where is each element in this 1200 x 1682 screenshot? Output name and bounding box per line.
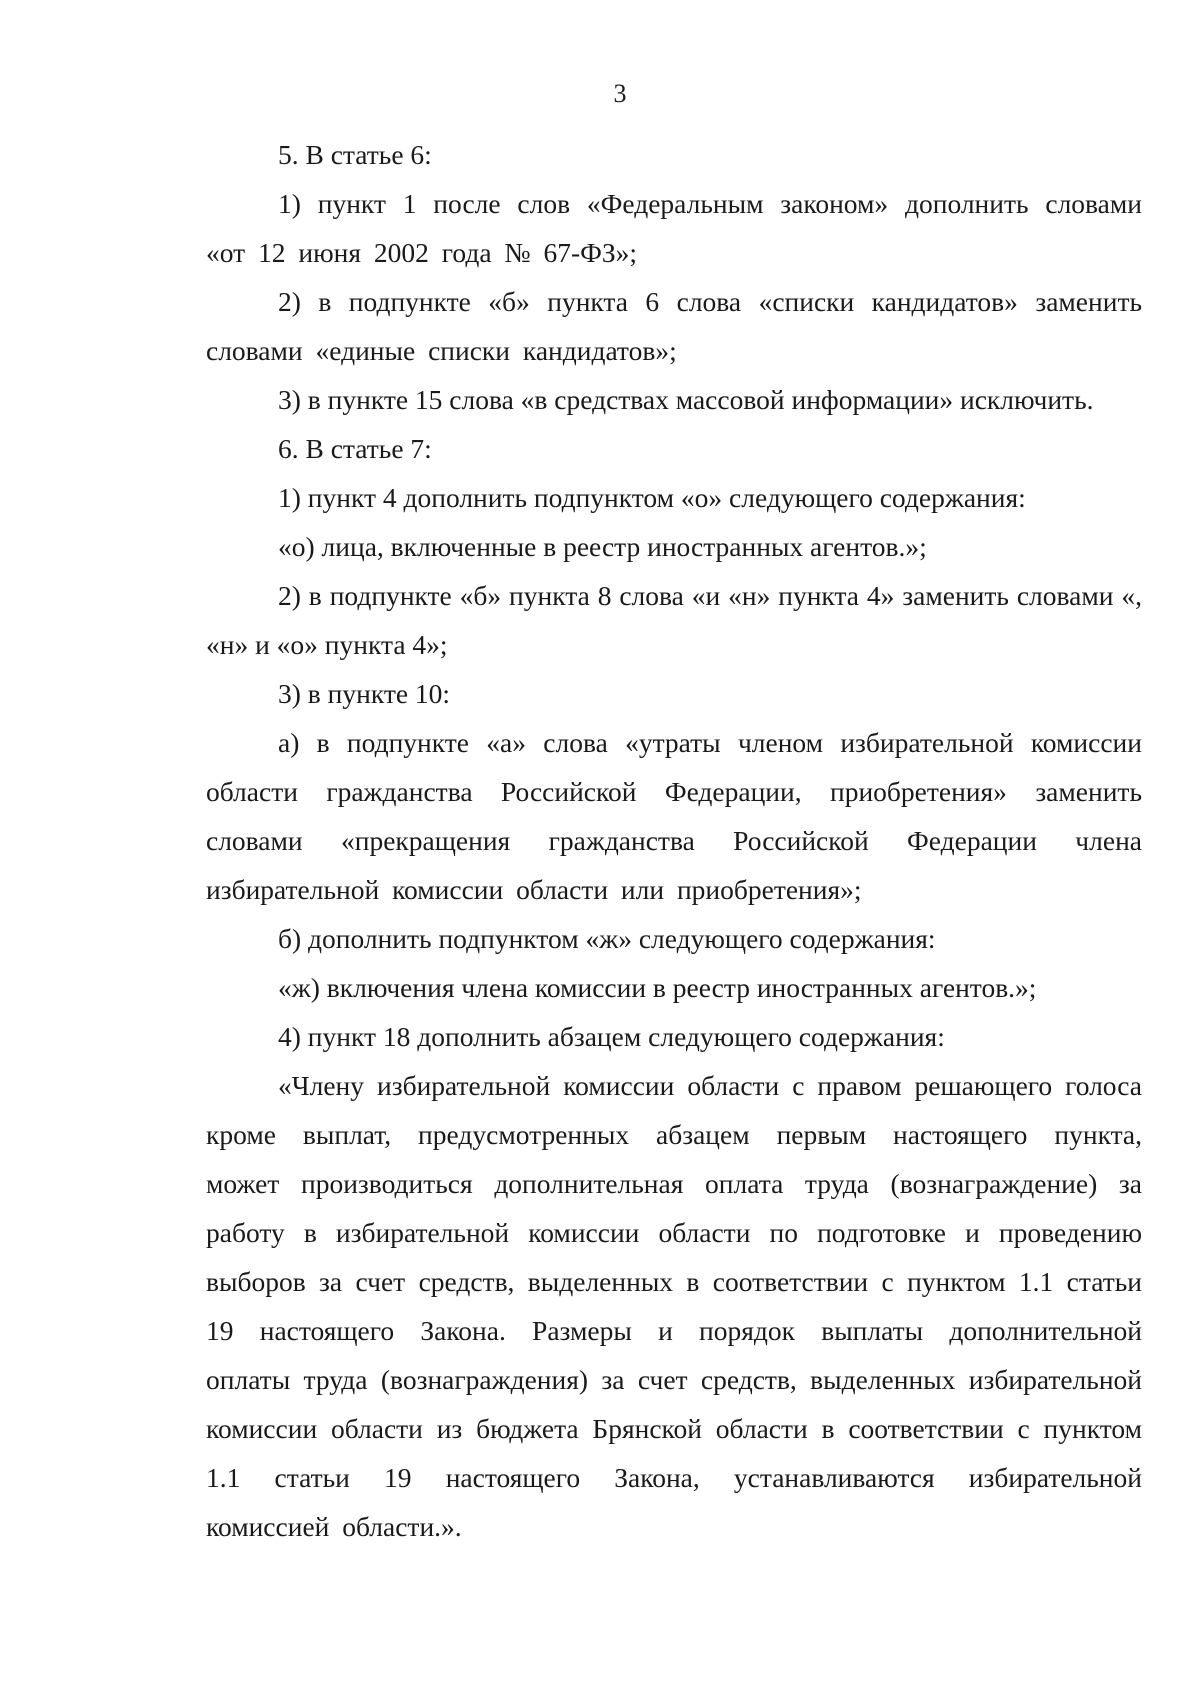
page-number: 3 <box>613 79 627 108</box>
document-body <box>206 130 1142 1551</box>
paragraph-article-7-heading: 6. В статье 7: <box>278 433 432 464</box>
paragraph-article-6-item-3: 3) в пункте 15 слова «в средствах массовой информации» исключить. <box>278 384 1094 415</box>
paragraph-article-7-item-3: 3) в пункте 10: <box>278 678 451 709</box>
paragraph-article-7-quote-payment: «Члену избирательной комиссии области с правом решающего голоса кроме выплат, предусмотренных абзацем первым настоящего пункта, может производиться дополнительная оплата труда (вознаграждение) за работу в избирательной комиссии области по подготовке и проведению выборов за счет средств, выделенных в соответствии с пунктом 1.1 статьи 19 настоящего Закона. Размеры и порядок выплаты дополнительной оплаты труда (вознаграждения) за счет средств, выделенных избирательной комиссии области из бюджета Брянской области в соответствии с пунктом 1.1 статьи 19 настоящего Закона, устанавливаются избирательной комиссией области.». <box>206 1070 1142 1542</box>
paragraph-article-6-item-1: 1) пункт 1 после слов «Федеральным законом» дополнить словами «от 12 июня 2002 года № 67-ФЗ»; <box>206 188 1142 268</box>
paragraph-article-7-quote-o: «о) лица, включенные в реестр иностранных агентов.»; <box>278 531 927 562</box>
paragraph-article-7-subitem-a: а) в подпункте «а» слова «утраты членом избирательной комиссии области гражданства Российской Федерации, приобретения» заменить словами «прекращения гражданства Российской Федерации члена избирательной комиссии области или приобретения»; <box>206 727 1142 905</box>
paragraph-article-7-item-2: 2) в подпункте «б» пункта 8 слова «и «н» пункта 4» заменить словами «, «н» и «о» пункта 4»; <box>206 580 1142 660</box>
paragraph-article-7-subitem-b: б) дополнить подпунктом «ж» следующего содержания: <box>278 923 936 954</box>
paragraph-article-7-item-1: 1) пункт 4 дополнить подпунктом «о» следующего содержания: <box>278 482 1026 513</box>
paragraph-article-7-quote-zh: «ж) включения члена комиссии в реестр иностранных агентов.»; <box>278 972 1037 1003</box>
paragraph-article-6-item-2: 2) в подпункте «б» пункта 6 слова «списки кандидатов» заменить словами «единые списки кандидатов»; <box>206 286 1142 366</box>
paragraph-article-7-item-4: 4) пункт 18 дополнить абзацем следующего содержания: <box>278 1021 945 1052</box>
paragraph-article-6-heading: 5. В статье 6: <box>278 139 432 170</box>
